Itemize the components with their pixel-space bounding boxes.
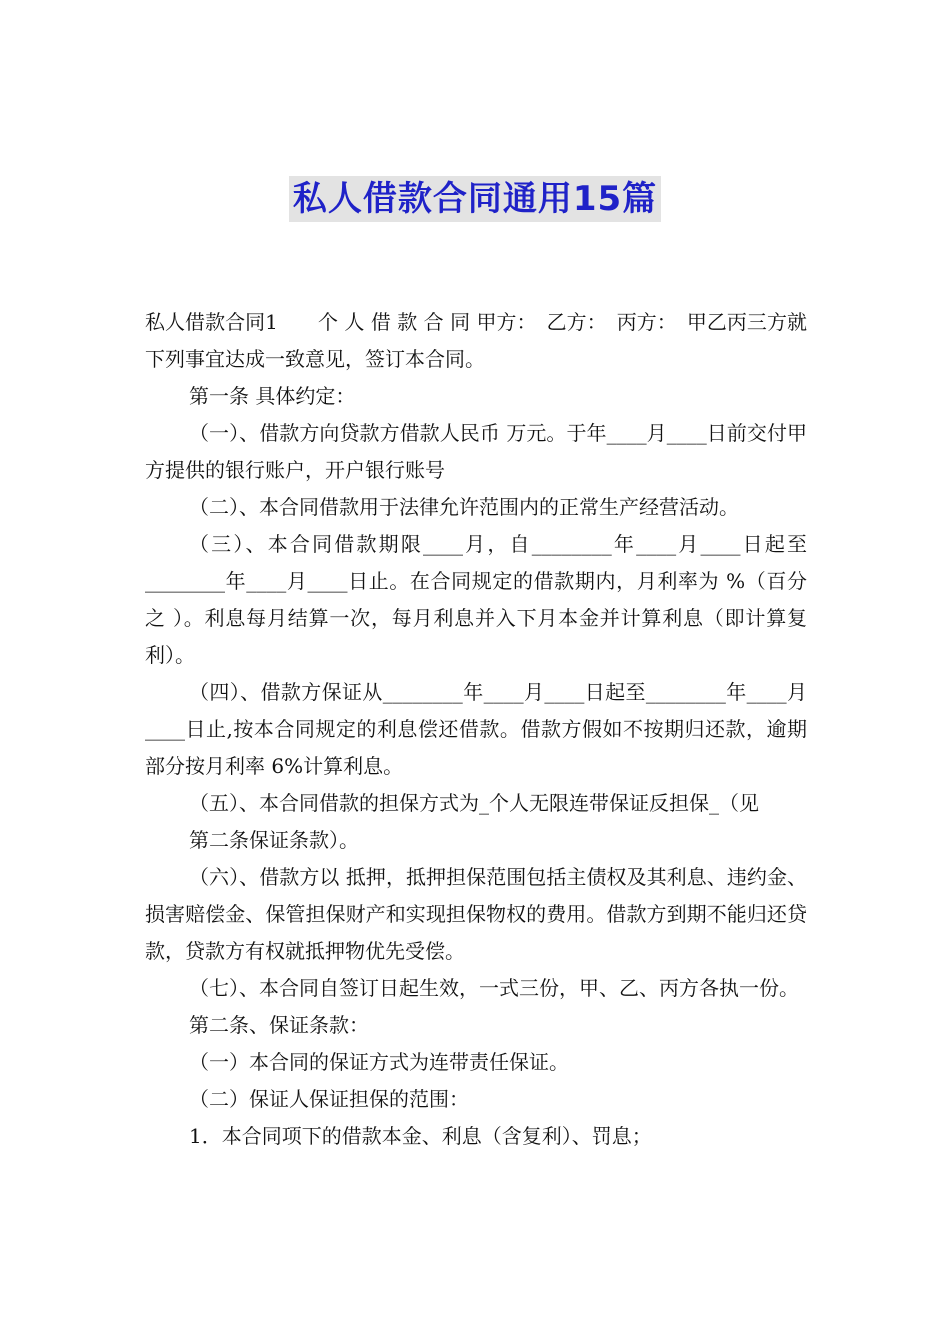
- paragraph-clause-4: （四）、借款方保证从________年____月____日起至________年____月____日止,按本合同规定的利息偿还借款。借款方假如不按期归还款，逾期部分按月利率 6%计算利息。: [145, 680, 807, 778]
- paragraph-guarantee-2: （二）保证人保证担保的范围：: [189, 1087, 469, 1111]
- document-body: [145, 304, 807, 1155]
- document-title: 私人借款合同通用15篇: [289, 176, 661, 222]
- paragraph-clause-5-continued: 第二条保证条款）。: [189, 828, 359, 852]
- paragraph-guarantee-1: （一）本合同的保证方式为连带责任保证。: [189, 1050, 569, 1074]
- paragraph-clause-2: （二）、本合同借款用于法律允许范围内的正常生产经营活动。: [189, 495, 739, 519]
- paragraph-article-1-heading: 第一条 具体约定：: [189, 384, 356, 408]
- paragraph-clause-6: （六）、借款方以 抵押，抵押担保范围包括主债权及其利息、违约金、损害赔偿金、保管担保财产和实现担保物权的费用。借款方到期不能归还贷款，贷款方有权就抵押物优先受偿。: [145, 865, 807, 963]
- paragraph-article-2-heading: 第二条、保证条款：: [189, 1013, 369, 1037]
- paragraph-clause-7: （七）、本合同自签订日起生效，一式三份，甲、乙、丙方各执一份。: [189, 976, 799, 1000]
- title-container: [0, 176, 950, 222]
- paragraph-guarantee-scope-1: 1．本合同项下的借款本金、利息（含复利）、罚息；: [189, 1124, 652, 1148]
- paragraph-intro: 私人借款合同1 个 人 借 款 合 同 甲方： 乙方： 丙方： 甲乙丙三方就下列事宜达成一致意见，签订本合同。: [145, 310, 807, 371]
- paragraph-clause-1: （一）、借款方向贷款方借款人民币 万元。于年____月____日前交付甲方提供的银行账户，开户银行账号: [145, 421, 807, 482]
- paragraph-clause-5: （五）、本合同借款的担保方式为_个人无限连带保证反担保_（见: [189, 791, 759, 815]
- paragraph-clause-3: （三）、本合同借款期限____月，自________年____月____日起至________年____月____日止。在合同规定的借款期内，月利率为 %（百分之 ）。利息每月结算一次，每月利息并入下月本金并计算利息（即计算复利）。: [145, 532, 807, 667]
